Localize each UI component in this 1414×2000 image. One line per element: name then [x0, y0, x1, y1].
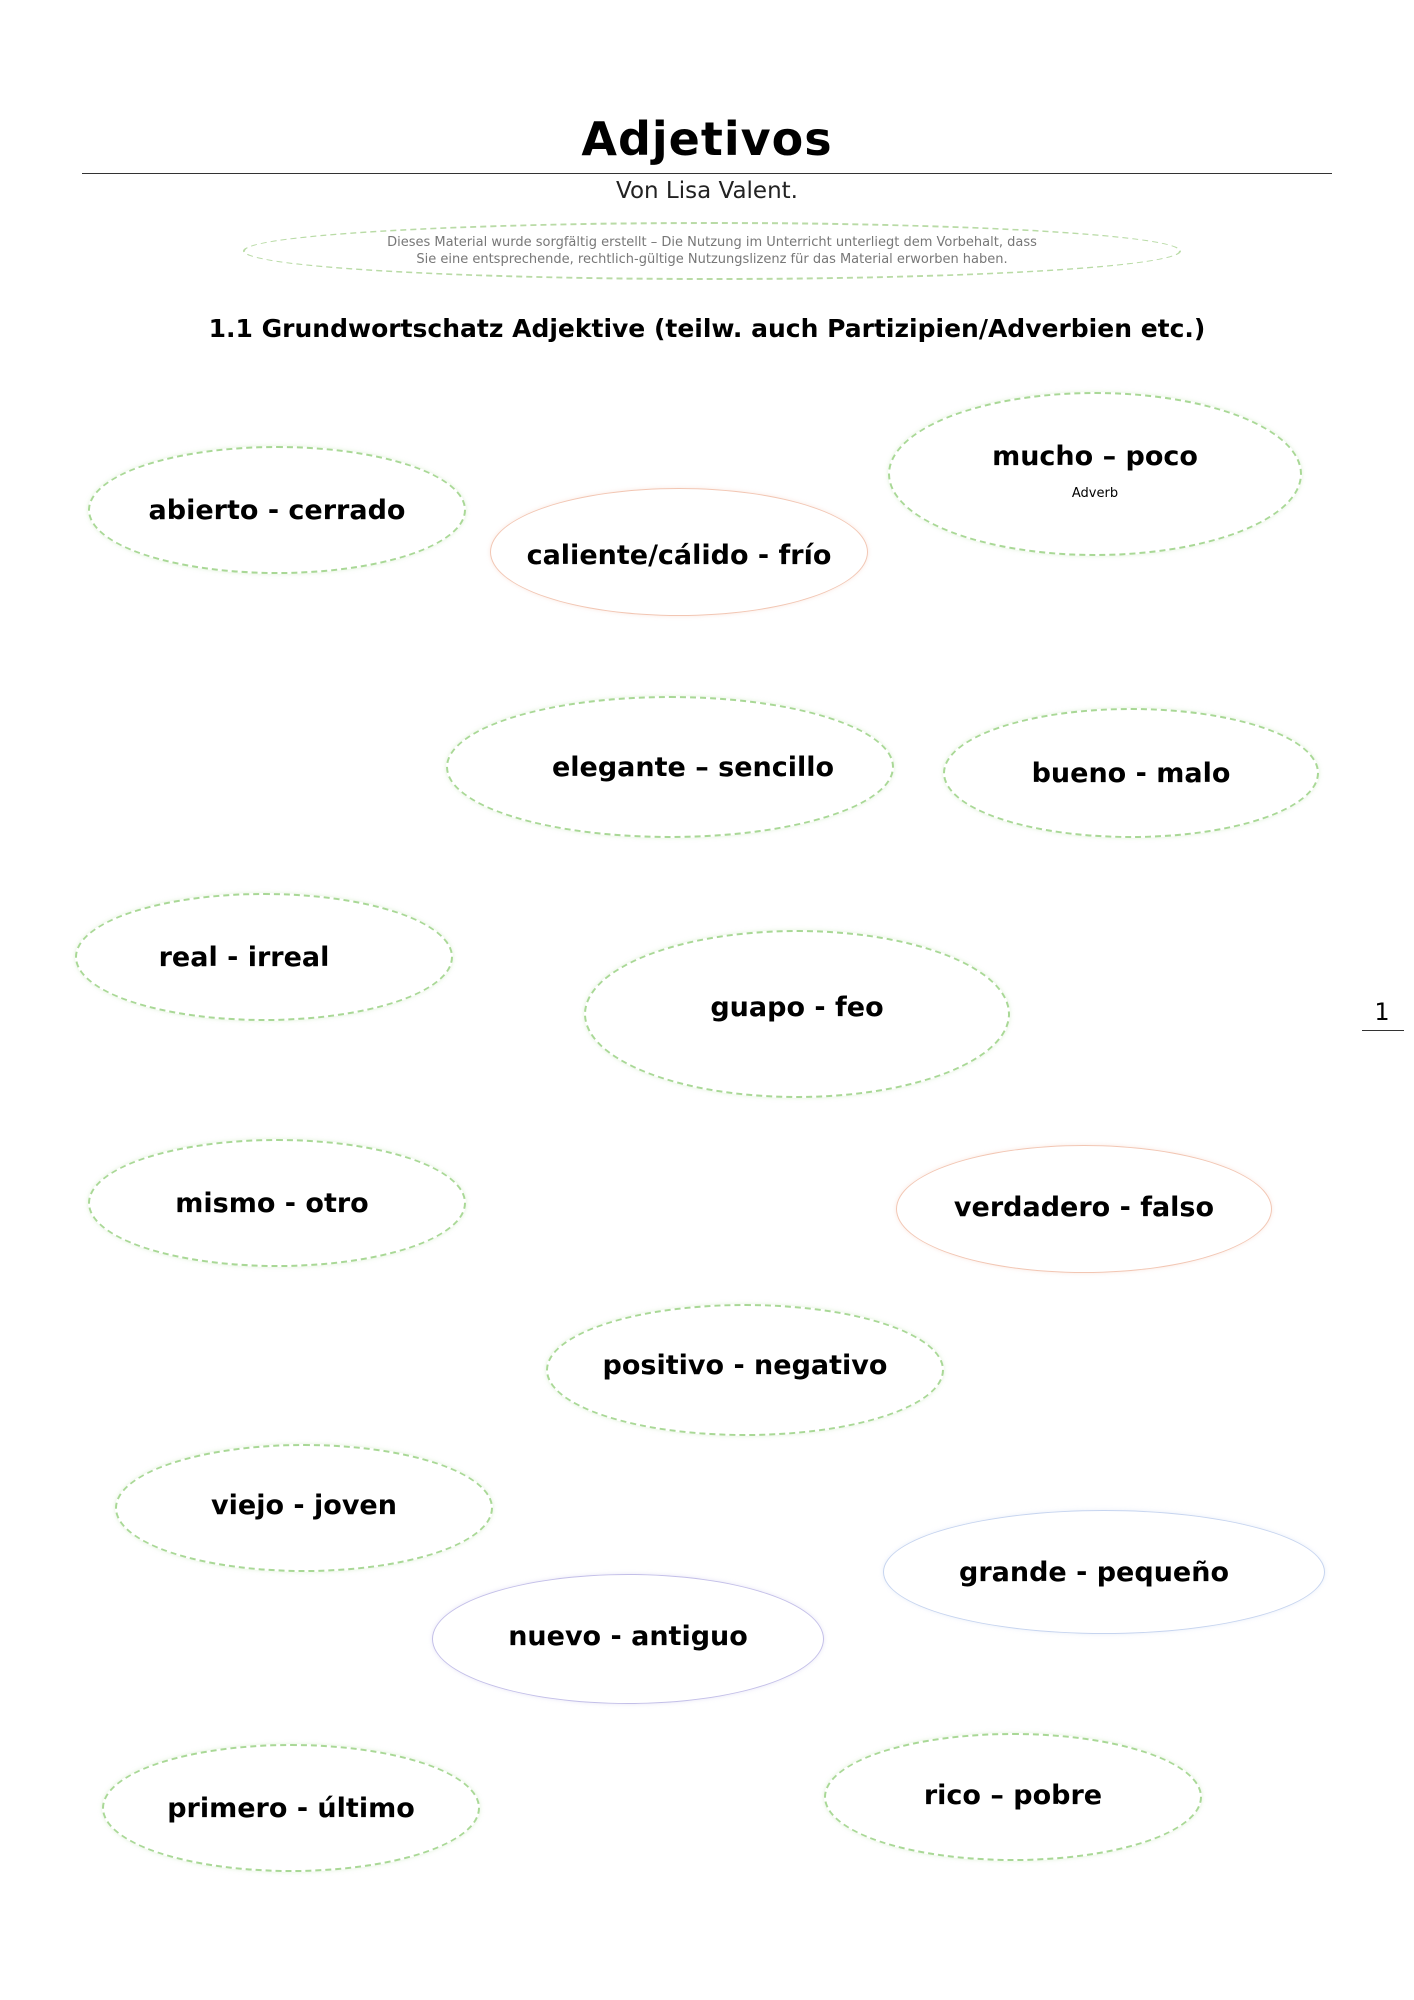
author-line: Von Lisa Valent.: [616, 178, 798, 204]
vocab-bubble-primero-ultimo: [102, 1744, 480, 1872]
vocab-bubble-viejo-joven: [115, 1444, 493, 1572]
vocab-bubble-nuevo-antiguo: [432, 1574, 824, 1704]
vocab-bubble-real-irreal: [75, 893, 453, 1021]
vocab-bubble-mismo-otro: [88, 1139, 466, 1267]
title-rule: [82, 173, 1332, 174]
vocab-pair-note: Adverb: [1071, 486, 1119, 501]
vocab-bubble-caliente-frio: [490, 488, 868, 616]
vocab-pair-label: caliente/cálido - frío: [526, 539, 832, 571]
vocab-bubble-abierto-cerrado: [88, 446, 466, 574]
vocab-bubble-grande-pequeno: [883, 1510, 1325, 1634]
vocab-pair-label: abierto - cerrado: [148, 494, 406, 526]
vocab-bubble-mucho-poco: [888, 392, 1302, 556]
vocab-pair-label: real - irreal: [158, 941, 330, 973]
vocab-pair-label: grande - pequeño: [959, 1556, 1229, 1588]
vocab-pair-label: viejo - joven: [211, 1489, 397, 1521]
page-number-rule: [1362, 1030, 1404, 1031]
vocab-pair-label: positivo - negativo: [602, 1349, 888, 1381]
page-number: 1: [1374, 998, 1390, 1026]
page-title: Adjetivos: [581, 112, 833, 166]
vocab-pair-label: rico – pobre: [923, 1779, 1103, 1811]
vocab-bubble-rico-pobre: [824, 1733, 1202, 1861]
vocab-pair-label: verdadero - falso: [953, 1191, 1215, 1223]
vocab-bubble-positivo-negativo: [546, 1304, 944, 1436]
vocab-pair-label: bueno - malo: [1031, 757, 1231, 789]
vocab-pair-label: mucho – poco: [992, 441, 1198, 472]
vocab-bubble-bueno-malo: [943, 708, 1319, 838]
vocab-bubble-verdadero-falso: [896, 1145, 1272, 1273]
vocab-pair-label: nuevo - antiguo: [508, 1620, 748, 1652]
vocab-pair-label: elegante – sencillo: [551, 751, 835, 783]
license-notice-text: [387, 234, 1037, 268]
vocab-pair-label: mismo - otro: [175, 1187, 369, 1219]
license-notice-line-2: Sie eine entsprechende, rechtlich-gültige Nutzungslizenz für das Material erworben haben.: [416, 252, 1008, 267]
license-notice-line-1: Dieses Material wurde sorgfältig erstellt – Die Nutzung im Unterricht unterliegt dem Vorbehalt, dass: [387, 235, 1037, 250]
vocab-bubble-guapo-feo: [584, 930, 1010, 1098]
vocab-bubble-elegante-sencillo: [446, 696, 894, 838]
license-notice: [243, 222, 1181, 280]
section-heading: 1.1 Grundwortschatz Adjektive (teilw. auch Partizipien/Adverbien etc.): [208, 314, 1206, 343]
vocab-pair-label: guapo - feo: [710, 991, 884, 1023]
vocab-pair-label: primero - último: [167, 1792, 415, 1824]
